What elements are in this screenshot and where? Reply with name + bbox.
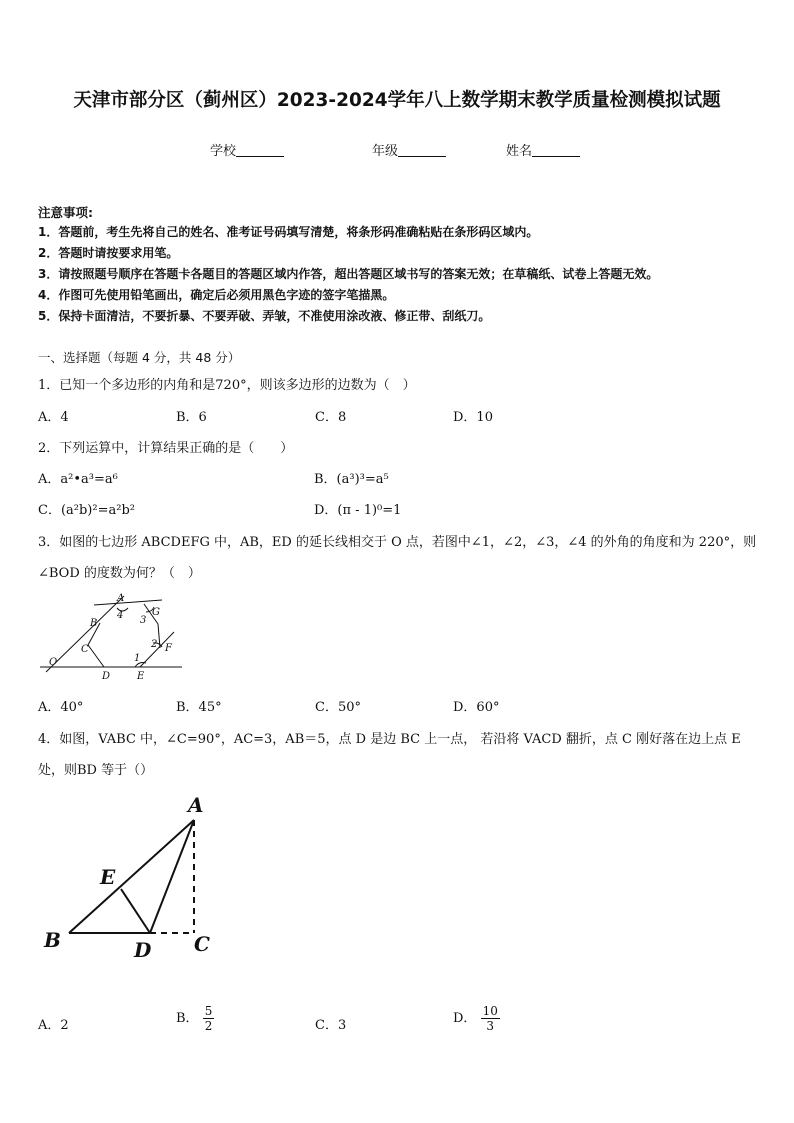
label-e: E [137,671,145,682]
heptagon-figure [36,590,186,682]
q2-option-a: A．a²•a³=a⁶ [38,472,118,487]
question-4-text-line1: 4．如图，VABC 中，∠C=90°，AC=3，AB＝5，点 D 是边 BC 上一点， 若沿将 VACD 翻折，点 C 刚好落在边上点 E [38,732,741,747]
note-item: 3．请按照题号顺序在答题卡各题目的答题区域内作答，超出答题区域书写的答案无效；在草稿纸、试卷上答题无效。 [38,267,659,281]
triangle-figure [36,788,236,968]
fraction-denominator: 2 [204,1019,213,1033]
label-g: G [152,607,160,618]
fraction-numerator: 10 [482,1004,498,1018]
segment-ad [150,820,194,933]
q2-option-d: D．(π - 1)⁰=1 [314,503,402,518]
q3-option-c: C．50° [315,700,361,715]
q4-option-a: A．2 [38,1018,69,1033]
edge-cd [88,645,104,667]
q2-option-b: B．(a³)³=a⁵ [314,472,389,487]
label-e: E [100,865,116,889]
q1-option-d: D．10 [453,410,493,425]
label-o: O [49,657,58,668]
label-a: A [117,593,125,604]
q4-option-d-prefix: D． [453,1011,477,1026]
fraction-numerator: 5 [204,1004,213,1018]
name-field [506,140,580,159]
label-d: D [102,671,111,682]
label-1: 1 [134,653,141,664]
section-title: 一、选择题（每题 4 分，共 48 分） [38,350,241,365]
note-item: 5．保持卡面清洁，不要折暴、不要弄破、弄皱，不准使用涂改液、修正带、刮纸刀。 [38,309,491,323]
grade-field [372,140,446,159]
fraction-denominator: 3 [486,1019,495,1033]
label-d: D [134,938,152,962]
grade-label: 年级 [372,144,399,159]
q1-option-c: C．8 [315,410,347,425]
q1-option-a: A．4 [38,410,69,425]
name-blank [532,144,580,157]
question-3-text-line1: 3．如图的七边形 ABCDEFG 中，AB，ED 的延长线相交于 O 点，若图中∠1，∠2，∠3，∠4 的外角的角度和为 220°，则 [38,535,757,550]
note-item: 4．作图可先使用铅笔画出，确定后必须用黑色字迹的签字笔描黑。 [38,288,395,302]
q4-option-c: C．3 [315,1018,347,1033]
line-ag-extension [94,600,162,605]
label-b: B [44,928,61,952]
q2-option-c: C．(a²b)²=a²b² [38,503,135,518]
label-c: C [81,644,89,655]
label-c: C [194,932,210,956]
q1-option-b: B．6 [176,410,207,425]
fraction-ten-thirds [481,1004,500,1033]
label-3: 3 [140,615,147,626]
q3-option-a: A．40° [38,700,84,715]
segment-ed [121,889,150,933]
q4-option-b [176,1004,214,1033]
school-blank [236,144,284,157]
name-label: 姓名 [506,144,533,159]
question-3-text-line2: ∠BOD 的度数为何？（ ） [38,566,201,581]
label-b: B [90,618,98,629]
school-field [210,140,284,159]
notes-heading: 注意事项: [38,205,93,220]
label-f: F [165,643,172,654]
q4-option-b-prefix: B． [176,1011,199,1026]
side-ba [69,820,194,933]
q4-option-d [453,1004,500,1033]
label-a: A [188,793,204,817]
fraction-five-halves [203,1004,215,1033]
school-label: 学校 [210,144,237,159]
question-1-text: 1．已知一个多边形的内角和是720°，则该多边形的边数为（ ） [38,378,416,393]
note-item: 2．答题时请按要求用笔。 [38,246,179,260]
q3-option-b: B．45° [176,700,222,715]
page-title: 天津市部分区（蓟州区）2023-2024学年八上数学期末教学质量检测模拟试题 [73,90,721,111]
label-4: 4 [117,610,124,621]
label-2: 2 [151,639,158,650]
question-4-text-line2: 处，则BD 等于（） [38,763,154,778]
note-item: 1．答题前，考生先将自己的姓名、准考证号码填写清楚，将条形码准确粘贴在条形码区域内。 [38,225,539,239]
question-2-text: 2．下列运算中，计算结果正确的是（ ） [38,441,294,456]
q3-option-d: D．60° [453,700,500,715]
line-ab-extension [46,596,124,672]
grade-blank [398,144,446,157]
